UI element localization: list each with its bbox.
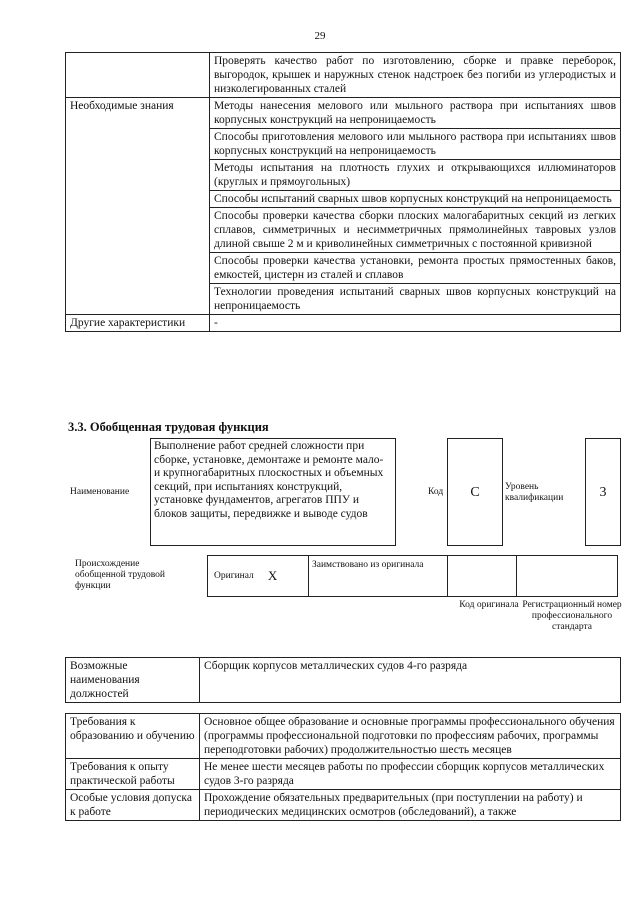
name-label: Наименование <box>70 487 130 497</box>
registration-number-cell <box>516 555 618 597</box>
borrowed-label: Заимствовано из оригинала <box>308 555 448 597</box>
requirement-label: Требования к опыту практической работы <box>66 759 200 790</box>
knowledge-label: Необходимые знания <box>66 98 210 315</box>
knowledge-item: Методы испытания на плотность глухих и открывающихся иллюминаторов (круглых и прямоугольных) <box>210 160 621 191</box>
page-number: 29 <box>314 30 326 42</box>
origin-label: Происхождение обобщенной трудовой функции <box>75 559 165 591</box>
table-row <box>66 790 621 821</box>
knowledge-item: Способы проверки качества установки, ремонта простых прямостенных баков, емкостей, цистерн из сталей и сплавов <box>210 253 621 284</box>
original-cell <box>207 555 309 597</box>
table-row <box>66 658 621 703</box>
level-label: Уровень квалификации <box>505 482 564 503</box>
positions-value: Сборщик корпусов металлических судов 4-го разряда <box>200 658 621 703</box>
origin-row <box>208 555 618 597</box>
skill-continuation: Проверять качество работ по изготовлению, сборке и правке переборок, выгородок, крышек и наружных стенок надстроек без погиби из углеродистых и низколегированных сталей <box>210 53 621 98</box>
knowledge-item: Методы нанесения мелового или мыльного раствора при испытаниях швов корпусных конструкций на непроницаемость <box>210 98 621 129</box>
section-heading: 3.3. Обобщенная трудовая функция <box>68 420 269 434</box>
requirement-value: Основное общее образование и основные программы профессионального обучения (программы профессиональной подготовки по профессиям рабочих, программы переподготовки рабочих) продолжительностью шесть месяцев <box>200 714 621 759</box>
table-row <box>66 53 621 98</box>
knowledge-item: Способы испытаний сварных швов корпусных конструкций на непроницаемость <box>210 191 621 208</box>
original-mark: X <box>267 568 278 583</box>
requirement-label: Требования к образованию и обучению <box>66 714 200 759</box>
positions-label: Возможные наименования должностей <box>66 658 200 703</box>
table-row <box>66 315 621 332</box>
other-value: - <box>210 315 621 332</box>
empty-label-cell <box>66 53 210 98</box>
other-label: Другие характеристики <box>66 315 210 332</box>
knowledge-item: Технологии проведения испытаний сварных швов корпусных конструкций на непроницаемость <box>210 284 621 315</box>
code-value: C <box>447 438 503 546</box>
requirement-label: Особые условия допуска к работе <box>66 790 200 821</box>
requirement-value: Прохождение обязательных предварительных (при поступлении на работу) и периодических медицинских осмотров (обследований), а также <box>200 790 621 821</box>
requirement-value: Не менее шести месяцев работы по профессии сборщик корпусов металлических судов 3-го разряда <box>200 759 621 790</box>
table-row <box>66 98 621 129</box>
level-value: 3 <box>585 438 621 546</box>
knowledge-item: Способы приготовления мелового или мыльного раствора при испытаниях швов корпусных конструкций на непроницаемость <box>210 129 621 160</box>
code-original-label: Код оригинала <box>459 600 519 610</box>
registration-label: Регистрационный номер профессионального стандарта <box>522 600 622 632</box>
table-row <box>66 714 621 759</box>
code-label: Код <box>428 487 444 497</box>
original-label: Оригинал <box>214 570 254 581</box>
table-row <box>66 759 621 790</box>
function-name: Выполнение работ средней сложности при сборке, установке, демонтаже и ремонте мало- и крупногабаритных плоскостных и объемных секций, при испытаниях конструкций, установке фундаментов, агрегатов ППУ и блоков защиты, передвижке и выводе судов <box>150 438 396 546</box>
knowledge-table <box>65 52 621 332</box>
knowledge-item: Способы проверки качества сборки плоских малогабаритных секций из легких сплавов, симметричных и несимметричных прямолинейных тавровых узлов длиной свыше 2 м и криволинейных симметричных с постоянной кривизной <box>210 208 621 253</box>
code-original-cell <box>447 555 517 597</box>
positions-table <box>65 657 621 703</box>
requirements-table <box>65 713 621 821</box>
